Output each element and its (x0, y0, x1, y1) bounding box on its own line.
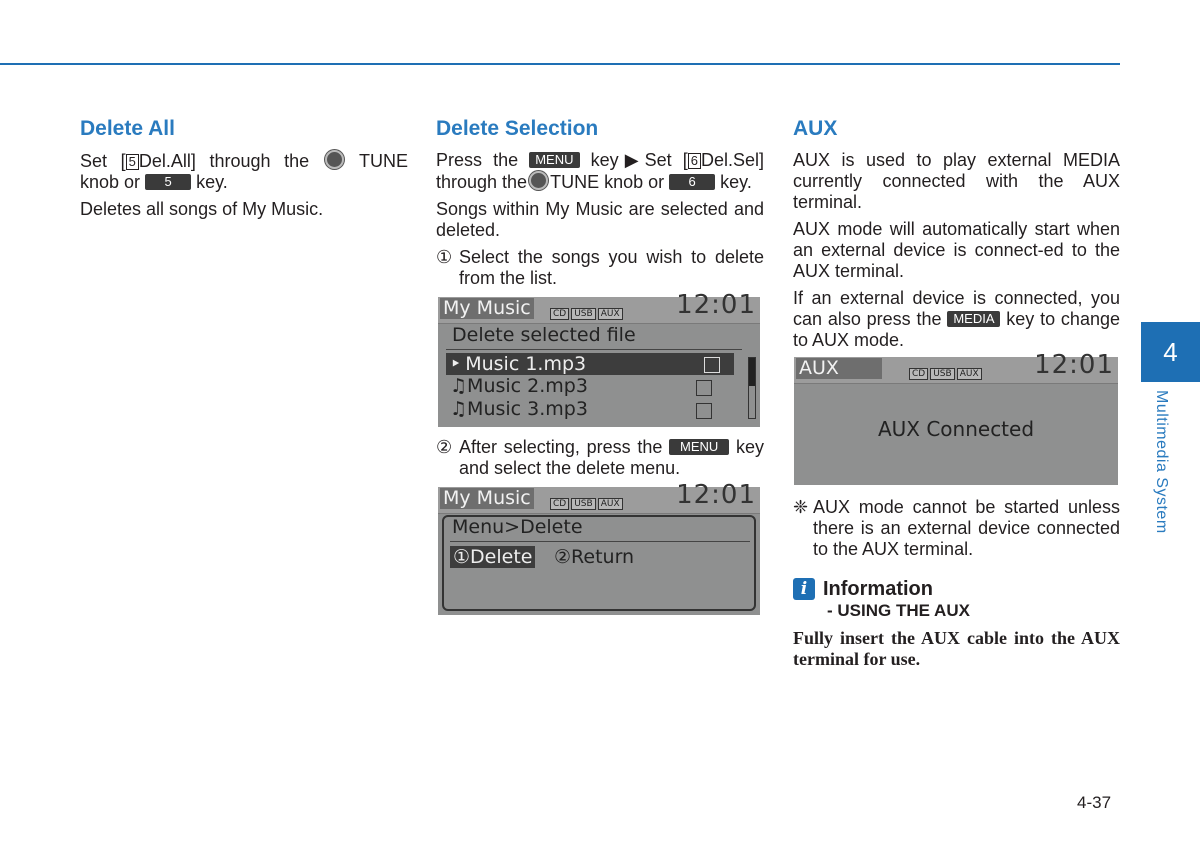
menu-key: MENU (669, 439, 729, 455)
heading-delete-all: Delete All (80, 117, 175, 140)
paragraph: Deletes all songs of My Music. (80, 199, 324, 219)
information-title: Information (823, 577, 933, 600)
screen-delete-menu (438, 480, 760, 615)
number-box: 6 (688, 153, 701, 169)
menu-option-return: ②Return (554, 546, 635, 568)
scrollbar (748, 357, 756, 419)
paragraph: AUX mode will automatically start when an external device is connect-ed to the AUX terminal. (793, 219, 1120, 281)
page-number: 4-37 (1077, 793, 1112, 812)
menu-option-delete: ①Delete (450, 546, 535, 568)
menu-key: MENU (529, 152, 579, 168)
paragraph: AUX is used to play external MEDIA currently connected with the AUX terminal. (793, 150, 1120, 212)
checkbox-icon (704, 357, 720, 373)
aux-badge: AUX (598, 498, 623, 510)
paragraph: If an external device is connected, you can also press the MEDIA key to change to AUX mode. (793, 288, 1120, 350)
information-body: Fully insert the AUX cable into the AUX terminal for use. (793, 628, 1120, 669)
key-6: 6 (669, 174, 715, 190)
arrow-right-icon: ▶ (618, 150, 645, 170)
cd-badge: CD (550, 308, 569, 320)
information-subtitle: - USING THE AUX (827, 601, 970, 620)
column-aux (793, 116, 1120, 670)
top-rule (0, 63, 1120, 65)
heading-delete-selection: Delete Selection (436, 117, 599, 140)
chapter-tab: 4 (1141, 322, 1200, 382)
menu-title: Menu>Delete (452, 516, 583, 538)
tune-knob-icon (325, 150, 344, 169)
screen-my-music-list (438, 290, 760, 427)
tune-knob-icon (529, 171, 548, 190)
aux-badge: AUX (957, 368, 982, 380)
paragraph: Songs within My Music are selected and deleted. (436, 199, 764, 240)
cd-badge: CD (550, 498, 569, 510)
chapter-label: Multimedia System (1153, 390, 1170, 534)
note: ❈ AUX mode cannot be started unless there is an external device connected to the AUX terminal. (793, 497, 1120, 559)
info-icon: i (793, 578, 815, 600)
column-delete-all (80, 116, 408, 226)
paragraph: Press the MENU key▶Set [ 6 Del.Sel] through the TUNE knob or 6 key. (436, 150, 764, 192)
list-item: ♫Music 2.mp3 (450, 376, 740, 397)
checkbox-icon (696, 403, 712, 419)
aux-badge: AUX (598, 308, 623, 320)
aux-status: AUX Connected (877, 417, 1035, 441)
cd-badge: CD (909, 368, 928, 380)
usb-badge: USB (571, 498, 595, 510)
column-delete-selection (436, 116, 764, 615)
screen-clock: 12:01 (676, 290, 756, 320)
menu-popup (442, 515, 756, 611)
screen-subtitle: Delete selected file (452, 324, 636, 346)
screen-clock: 12:01 (1034, 350, 1114, 380)
step-1: ① Select the songs you wish to delete from the list. (436, 247, 764, 288)
checkbox-icon (696, 380, 712, 396)
number-box: 5 (126, 154, 139, 170)
information-box (793, 578, 1120, 600)
screen-title: My Music (440, 488, 534, 509)
screen-clock: 12:01 (676, 480, 756, 510)
screen-title: AUX (796, 358, 882, 379)
screen-title: My Music (440, 298, 534, 319)
key-5: 5 (145, 174, 191, 190)
list-item: ♫Music 3.mp3 (450, 399, 740, 420)
heading-aux: AUX (793, 117, 838, 140)
step-2: ② After selecting, press the MENU key and select the delete menu. (436, 437, 764, 478)
usb-badge: USB (571, 308, 595, 320)
screen-aux (794, 350, 1118, 485)
paragraph: Set [ 5 Del.All] through the TUNE knob or 5 key. (80, 151, 408, 192)
usb-badge: USB (930, 368, 954, 380)
media-key: MEDIA (947, 311, 1000, 327)
list-item-selected: ‣ Music 1.mp3 (446, 353, 734, 375)
note-mark-icon: ❈ (793, 497, 809, 517)
